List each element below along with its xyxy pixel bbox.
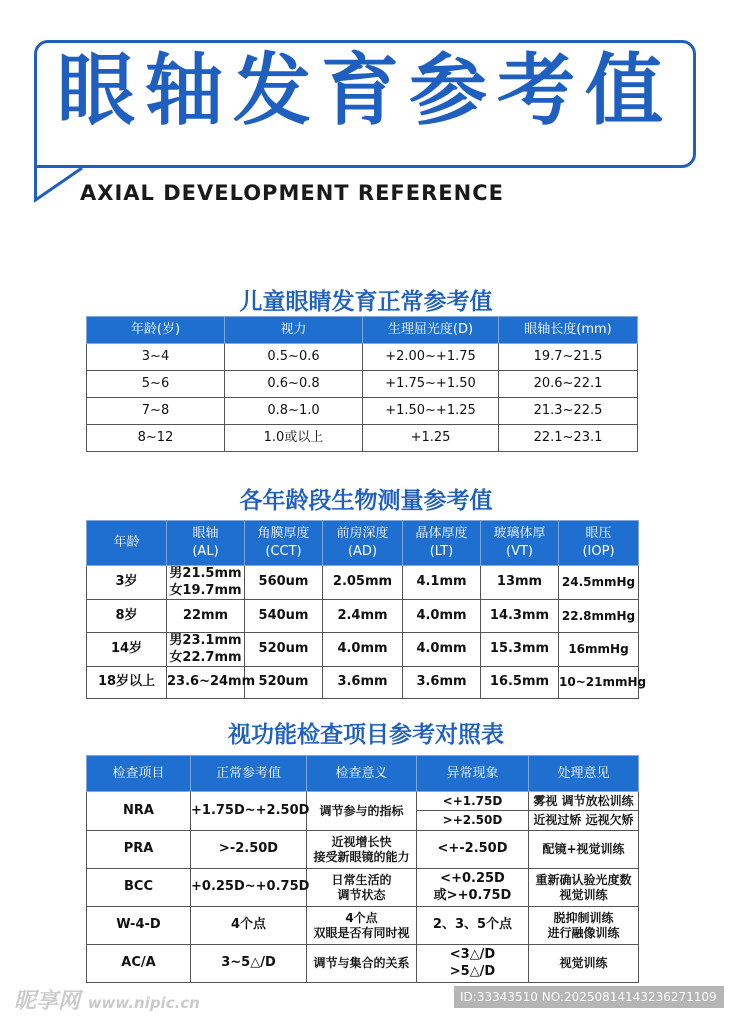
table-cell: +2.00~+1.75 (363, 344, 499, 371)
table-cell (481, 600, 559, 633)
cell-line: 10~21mmHg (559, 675, 647, 689)
cell-line: 或>+0.75D (433, 887, 512, 903)
cell-line: 调节状态 (337, 887, 386, 902)
table-cell (403, 566, 481, 600)
table-cell (481, 667, 559, 699)
cell-line: <+0.25D (440, 871, 505, 887)
table-cell (307, 831, 417, 869)
table-cell (529, 907, 639, 945)
header-line: (LT) (429, 544, 454, 559)
table-cell (167, 667, 256, 699)
header-line: 眼压 (585, 526, 612, 542)
table-cell: 3~5△/D (191, 945, 307, 983)
table2-header (245, 521, 323, 566)
cell-line: 22.8mmHg (561, 608, 636, 623)
table-cell (87, 566, 167, 600)
table-cell: +0.25D~+0.75D (191, 869, 307, 907)
cell-line: 16.5mm (489, 674, 550, 690)
table3-header: 正常参考值 (191, 756, 307, 792)
cell-line: 14.3mm (489, 607, 550, 623)
header-line: (VT) (506, 544, 533, 559)
table-row (87, 945, 639, 983)
cell-line: <3△/D (449, 947, 496, 963)
table-cell: 0.5~0.6 (225, 344, 363, 371)
cell-line: 3.6mm (416, 674, 467, 690)
cell-line: 520um (258, 641, 309, 657)
table-row (87, 398, 638, 425)
table2-header (167, 521, 245, 566)
table-cell (403, 633, 481, 667)
cell-line: 双眼是否有同时视 (313, 925, 410, 940)
table1-header: 生理屈光度(D) (363, 317, 499, 344)
cell-line: 23.6~24mm (167, 674, 256, 690)
cell-line: 4.0mm (416, 641, 467, 657)
header-line: 角膜厚度 (257, 526, 310, 542)
cell-line: >+2.50D (442, 813, 503, 827)
table2-header (559, 521, 639, 566)
header-line: 前房深度 (336, 526, 389, 542)
table-cell: +1.75D~+2.50D (191, 792, 307, 831)
table-row (87, 371, 638, 398)
table-cell (417, 945, 529, 983)
header-line: (IOP) (582, 544, 615, 559)
table-cell: AC/A (87, 945, 191, 983)
cell-line: 4个点 (345, 910, 378, 925)
table-cell: +1.25 (363, 425, 499, 452)
table-row (87, 667, 639, 699)
table2-header (403, 521, 481, 566)
table-cell (323, 667, 403, 699)
table-cell (167, 566, 245, 600)
table-row (87, 907, 639, 945)
table-cell (559, 566, 639, 600)
watermark-id: ID:33343510 NO:20250814143236271109 (454, 986, 724, 1008)
page-subtitle: AXIAL DEVELOPMENT REFERENCE (80, 181, 504, 205)
cell-line: 调节与集合的关系 (313, 956, 410, 970)
table-cell (481, 566, 559, 600)
cell-line: 15.3mm (489, 641, 550, 657)
table1-header: 眼轴长度(mm) (499, 317, 638, 344)
table-cell: BCC (87, 869, 191, 907)
table-row (87, 566, 639, 600)
table-cell: 4个点 (191, 907, 307, 945)
section3-title: 视功能检查项目参考对照表 (228, 722, 504, 748)
cell-line: 男23.1mm (169, 633, 242, 649)
table-cell: 0.6~0.8 (225, 371, 363, 398)
cell-line: 2.4mm (337, 607, 388, 623)
table-cell (529, 792, 639, 831)
cell-line: 雾视 调节放松训练 (529, 792, 638, 811)
table2-header (87, 521, 167, 566)
header-line: 玻璃体厚 (493, 526, 546, 542)
table-cell (87, 633, 167, 667)
table-cell (245, 667, 323, 699)
table-cell: >-2.50D (191, 831, 307, 869)
table-cell (307, 869, 417, 907)
table-row (87, 633, 639, 667)
table3-header: 异常现象 (417, 756, 529, 792)
table-cell (417, 792, 529, 831)
header-line: (AL) (192, 544, 219, 559)
watermark-logo-text: 昵享网 (14, 989, 81, 1014)
table-cell (323, 600, 403, 633)
table-cell (529, 831, 639, 869)
table-cell: W-4-D (87, 907, 191, 945)
cell-line: 2、3、5个点 (432, 917, 513, 933)
table3-header: 检查项目 (87, 756, 191, 792)
cell-line: 视觉训练 (559, 887, 608, 902)
cell-line: 女22.7mm (169, 649, 242, 665)
cell-line: 视觉训练 (559, 956, 608, 970)
section1-title: 儿童眼睛发育正常参考值 (239, 289, 493, 315)
table-cell (167, 600, 245, 633)
cell-line: 14岁 (110, 641, 143, 657)
table-cell (323, 633, 403, 667)
cell-line: 560um (258, 574, 309, 590)
table-cell (307, 945, 417, 983)
table-cell (403, 600, 481, 633)
header-line: 晶体厚度 (415, 526, 468, 542)
table-cell: NRA (87, 792, 191, 831)
table-cell (529, 945, 639, 983)
table-cell: +1.75~+1.50 (363, 371, 499, 398)
header-line: 眼轴 (192, 526, 219, 542)
cell-line: 进行融像训练 (547, 925, 620, 940)
table2-header (481, 521, 559, 566)
table-row (87, 869, 639, 907)
header-line: (AD) (347, 544, 378, 559)
cell-line: 男21.5mm (169, 566, 242, 582)
table-cell: +1.50~+1.25 (363, 398, 499, 425)
table-cell (245, 633, 323, 667)
table-cell: 7~8 (87, 398, 225, 425)
watermark-logo (14, 984, 200, 1015)
cell-line: 接受新眼镜的能力 (313, 849, 410, 864)
cell-line: 540um (258, 607, 309, 623)
cell-line: 8岁 (115, 607, 138, 623)
table-visual-function-reference (86, 755, 639, 983)
table-child-eye-development (86, 316, 638, 452)
table-cell (417, 907, 529, 945)
table2-header (323, 521, 403, 566)
cell-line: 4.0mm (416, 607, 467, 623)
cell-line: 重新确认验光度数 (535, 872, 632, 887)
cell-line: 4.0mm (337, 641, 388, 657)
table1-header: 视力 (225, 317, 363, 344)
cell-line: 近视过矫 远视欠矫 (533, 813, 634, 827)
table-cell (307, 907, 417, 945)
cell-line: 13mm (496, 574, 543, 590)
table-cell (417, 831, 529, 869)
table-row (87, 600, 639, 633)
table-cell: 19.7~21.5 (499, 344, 638, 371)
table-cell (87, 600, 167, 633)
table-cell (245, 600, 323, 633)
cell-line: 女19.7mm (169, 582, 242, 598)
table-cell (307, 792, 417, 831)
cell-line: 脱抑制训练 (553, 910, 614, 925)
cell-line: >5△/D (449, 963, 496, 979)
table-cell (245, 566, 323, 600)
table-cell (87, 667, 167, 699)
table-cell: 0.8~1.0 (225, 398, 363, 425)
cell-line: 22mm (182, 607, 229, 623)
cell-line: 调节参与的指标 (319, 803, 404, 818)
cell-line: 4.1mm (416, 574, 467, 590)
watermark-url: www.nipic.cn (87, 994, 200, 1012)
cell-line: 日常生活的 (331, 872, 392, 887)
table-cell (167, 633, 245, 667)
table-cell: PRA (87, 831, 191, 869)
table-cell (481, 633, 559, 667)
header-line: (CCT) (265, 544, 302, 559)
table-cell: 1.0或以上 (225, 425, 363, 452)
cell-line: <+-2.50D (437, 841, 508, 857)
table-cell (559, 667, 647, 699)
cell-line: <+1.75D (417, 792, 528, 811)
table-cell: 22.1~23.1 (499, 425, 638, 452)
section2-title: 各年龄段生物测量参考值 (239, 488, 493, 514)
table3-header: 处理意见 (529, 756, 639, 792)
table1-header: 年龄(岁) (87, 317, 225, 344)
table-row (87, 344, 638, 371)
table-row (87, 831, 639, 869)
table-cell (559, 633, 639, 667)
table-cell: 20.6~22.1 (499, 371, 638, 398)
table-row (87, 425, 638, 452)
cell-line: 24.5mmHg (561, 575, 636, 589)
table-cell: 5~6 (87, 371, 225, 398)
cell-line: 2.05mm (332, 574, 393, 590)
table-cell (323, 566, 403, 600)
cell-line: 16mmHg (568, 642, 629, 656)
table-cell: 8~12 (87, 425, 225, 452)
cell-line: 3岁 (115, 574, 138, 590)
table-cell: 3~4 (87, 344, 225, 371)
page-title: 眼轴发育参考值 (56, 46, 673, 136)
header-line: 年龄 (113, 535, 140, 551)
table-cell (529, 869, 639, 907)
cell-line: 近视增长快 (331, 834, 392, 849)
cell-line: 3.6mm (337, 674, 388, 690)
table-cell (403, 667, 481, 699)
cell-line: 18岁以上 (97, 674, 156, 690)
table3-header: 检查意义 (307, 756, 417, 792)
table-biometry-by-age (86, 520, 647, 699)
table-cell (559, 600, 639, 633)
cell-line: 520um (258, 674, 309, 690)
cell-line: 配镜+视觉训练 (542, 842, 625, 856)
table-row (87, 792, 639, 831)
table-cell: 21.3~22.5 (499, 398, 638, 425)
table-cell (417, 869, 529, 907)
